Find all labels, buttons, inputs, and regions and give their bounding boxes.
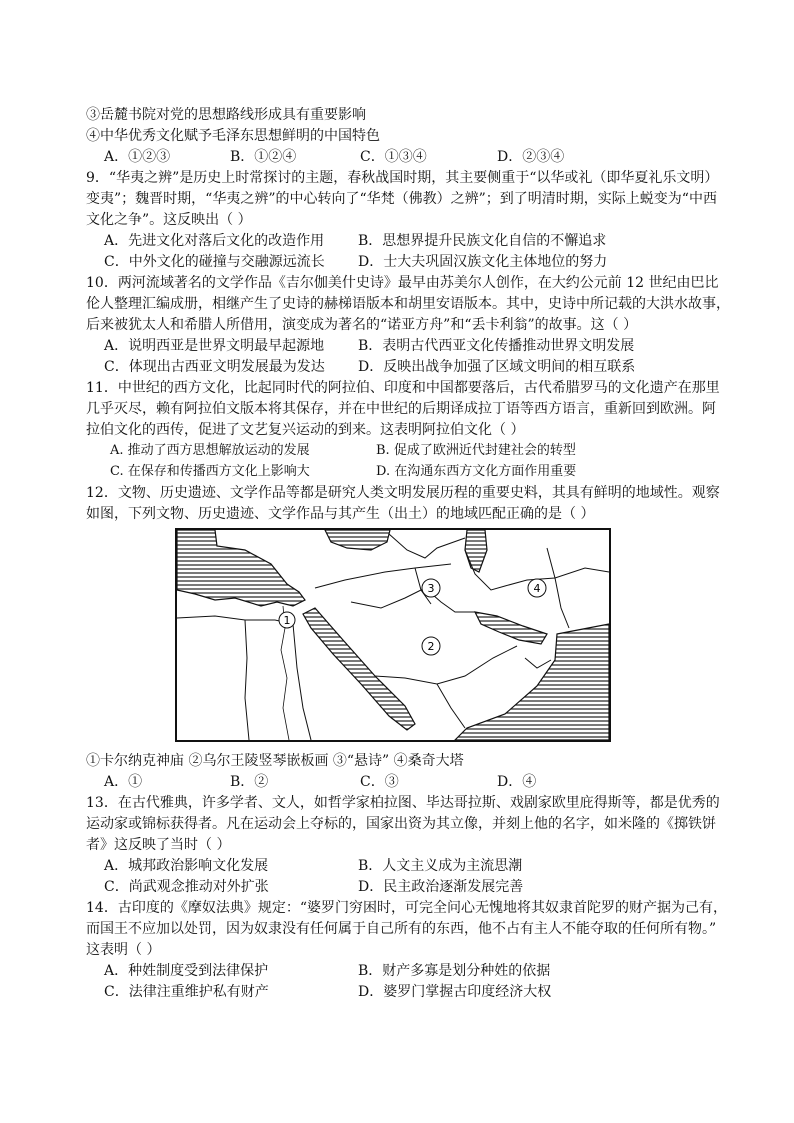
q13-stem-line-3: 者》这反映了当时（ ）: [86, 837, 231, 853]
q9-stem-line-1: 9．“华夷之辨”是历史上时常探讨的主题，春秋战国时期，其主要侧重于“以华或礼（即华夏礼乐文明）: [86, 170, 719, 186]
q11-option-d[interactable]: D. 在沟通东西方文化方面作用重要: [376, 464, 577, 479]
q10-option-b[interactable]: B．表明古代西亚文化传播推动世界文明发展: [358, 338, 635, 354]
q12-stem-line-1: 12．文物、历史遗迹、文学作品等都是研究人类文明发展历程的重要史料，其具有鲜明的地域性。观察: [86, 485, 720, 501]
q8-item-3: ③岳麓书院对党的思想路线形成具有重要影响: [86, 107, 366, 123]
q8-option-d[interactable]: D．②③④: [497, 149, 565, 165]
q8-option-a[interactable]: A．①②③: [104, 149, 171, 165]
q12-stem-line-2: 如图，下列文物、历史遗迹、文学作品与其产生（出土）的地域匹配正确的是（ ）: [86, 506, 595, 522]
map-marker-3-label: 3: [427, 582, 435, 595]
q9-stem-line-3: 文化之争”。这反映出（ ）: [86, 212, 252, 228]
q14-stem-line-2: 而国王不应加以处罚，因为奴隶没有任何属于自己所有的东西，他不占有主人不能夺取的任何所有物。”: [86, 921, 717, 937]
q9-option-b[interactable]: B．思想界提升民族文化自信的不懈追求: [358, 233, 607, 249]
q12-option-d[interactable]: D．④: [497, 774, 537, 790]
q10-option-a[interactable]: A．说明西亚是世界文明最早起源地: [104, 338, 325, 354]
map-marker-2: [422, 637, 440, 655]
q8-item-4: ④中华优秀文化赋予毛泽东思想鲜明的中国特色: [86, 128, 380, 144]
q12-option-a[interactable]: A．①: [104, 774, 143, 790]
q13-stem-line-2: 运动家或锦标获得者。凡在运动会上夺标的，国家出资为其立像，并刻上他的名字，如米隆的《掷铁饼: [86, 816, 716, 832]
q14-option-b[interactable]: B．财产多寡是划分种姓的依据: [358, 963, 551, 979]
q9-stem-line-2: 变夷”；魏晋时期，“华夷之辨”的中心转向了“华梵（佛教）之辨”；到了明清时期，实际上蜕变为“中西: [86, 191, 717, 207]
q12-option-c[interactable]: C．③: [360, 774, 399, 790]
q11-option-b[interactable]: B. 促成了欧洲近代封建社会的转型: [376, 443, 576, 458]
q10-option-c[interactable]: C．体现出古西亚文明发展最为发达: [104, 359, 325, 375]
q11-option-c[interactable]: C. 在保存和传播西方文化上影响大: [110, 464, 310, 479]
q8-option-b[interactable]: B．①②④: [230, 149, 297, 165]
q14-option-d[interactable]: D．婆罗门掌握古印度经济大权: [358, 984, 552, 1000]
q14-option-c[interactable]: C．法律注重维护私有财产: [104, 984, 269, 1000]
q13-option-d[interactable]: D．民主政治逐渐发展完善: [358, 879, 524, 895]
q10-option-d[interactable]: D．反映出战争加强了区域文明间的相互联系: [358, 359, 636, 375]
map-marker-2-label: 2: [427, 640, 435, 653]
q10-stem-line-2: 伦人整理汇编成册，相继产生了史诗的赫梯语版本和胡里安语版本。其中，史诗中所记载的大洪水故事，: [86, 296, 730, 312]
q9-option-d[interactable]: D．士大夫巩固汉族文化主体地位的努力: [358, 254, 608, 270]
map-marker-4-label: 4: [533, 582, 541, 595]
q12-items: ①卡尔纳克神庙 ②乌尔王陵竖琴嵌板画 ③“悬诗” ④桑奇大塔: [86, 753, 464, 769]
q8-option-c[interactable]: C．①③④: [360, 149, 427, 165]
q10-stem-line-1: 10．两河流域著名的文学作品《吉尔伽美什史诗》最早由苏美尔人创作，在大约公元前 12 世纪由巴比: [86, 275, 719, 291]
q11-stem-line-2: 几乎灭尽，赖有阿拉伯文版本将其保存，并在中世纪的后期译成拉丁语等西方语言，重新回到欧洲。阿: [86, 401, 716, 417]
q13-stem-line-1: 13．在古代雅典，许多学者、文人，如哲学家柏拉图、毕达哥拉斯、戏剧家欧里庇得斯等，都是优秀的: [86, 795, 720, 811]
q13-option-a[interactable]: A．城邦政治影响文化发展: [104, 858, 269, 874]
q13-option-b[interactable]: B．人文主义成为主流思潮: [358, 858, 523, 874]
q11-option-a[interactable]: A. 推动了西方思想解放运动的发展: [110, 443, 310, 458]
q12-option-b[interactable]: B．②: [230, 774, 269, 790]
map-marker-1: [279, 612, 295, 628]
map-marker-4: [528, 579, 546, 597]
q13-option-c[interactable]: C．尚武观念推动对外扩张: [104, 879, 269, 895]
q14-stem-line-3: 这表明（ ）: [86, 942, 161, 958]
q11-stem-line-1: 11．中世纪的西方文化，比起同时代的阿拉伯、印度和中国都要落后，古代希腊罗马的文化遗产在那里: [86, 380, 720, 396]
q9-option-a[interactable]: A．先进文化对落后文化的改造作用: [104, 233, 325, 249]
q11-stem-line-3: 拉伯文化的西传，促进了文艺复兴运动的到来。这表明阿拉伯文化（ ）: [86, 422, 525, 438]
map-marker-1-label: 1: [283, 614, 291, 627]
q14-option-a[interactable]: A．种姓制度受到法律保护: [104, 963, 269, 979]
middle-east-map: [175, 528, 611, 742]
map-marker-3: [422, 579, 440, 597]
q9-option-c[interactable]: C．中外文化的碰撞与交融源远流长: [104, 254, 325, 270]
q10-stem-line-3: 后来被犹太人和希腊人所借用，演变成为著名的“诺亚方舟”和“丢卡利翁”的故事。这（ ）: [86, 317, 638, 333]
q14-stem-line-1: 14．古印度的《摩奴法典》规定：“婆罗门穷困时，可完全问心无愧地将其奴隶首陀罗的财产据为己有，: [86, 900, 727, 916]
